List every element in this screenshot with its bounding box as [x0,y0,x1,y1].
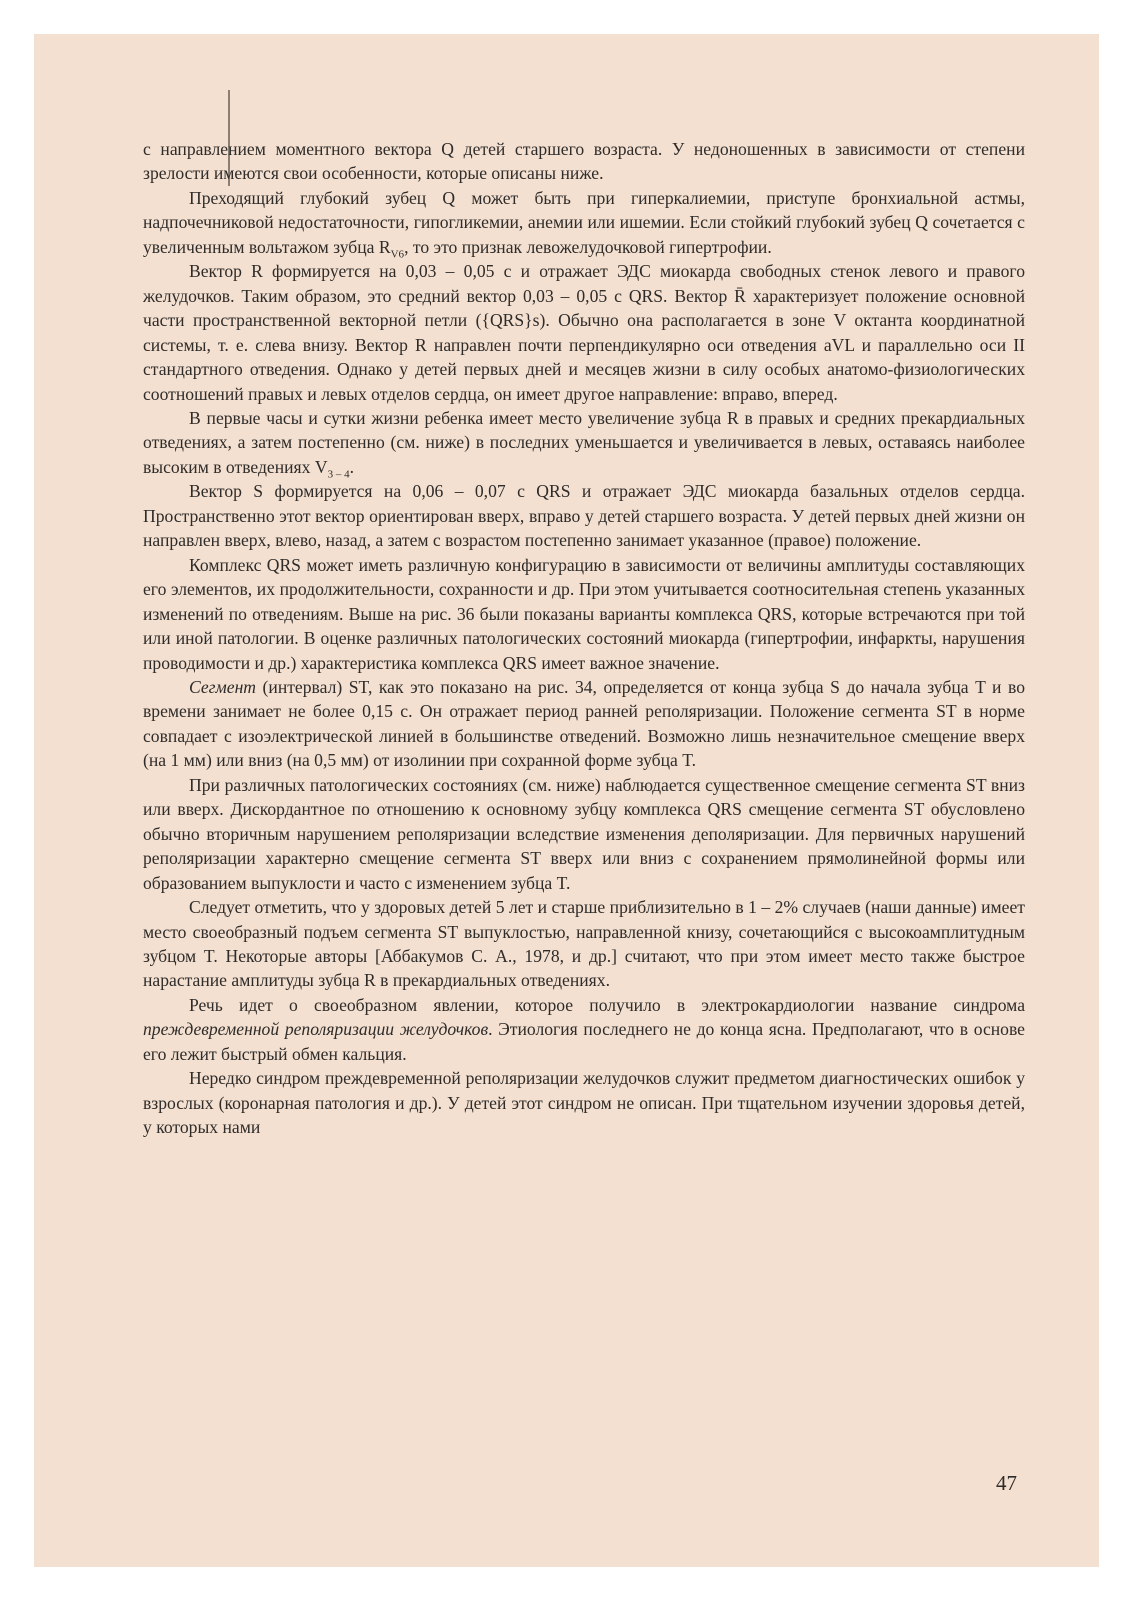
paragraph-9: Следует отметить, что у здоровых детей 5 лет и старше приблизительно в 1 – 2% случаев (наши данные) имеет место своеобразный подъем сегмента ST выпуклостью, направленной книзу, сочетающийся с высокоамплитудным зубцом T. Некоторые авторы [Аббакумов С. А., 1978, и др.] считают, что при этом имеет место также быстрое нарастание амплитуды зубца R в прекардиальных отведениях. [143,897,1025,991]
italic-term: преждевременной реполяризации желудочков [143,1019,489,1040]
italic-term: Сегмент [189,676,256,697]
paragraph-10: Речь идет о своеобразном явлении, которое получило в электрокардиологии название синдрома преждевременной реполяризации желудочков. Этиология последнего не до конца ясна. Предполагают, что в основе его лежит быстрый обмен кальция. [143,994,1025,1064]
subscript: 3 – 4 [327,468,350,481]
page-number: 47 [996,1471,1017,1495]
subscript: V6 [390,248,405,261]
body-text [143,137,1025,1140]
paragraph-11: Нередко синдром преждевременной реполяризации желудочков служит предметом диагностических ошибок у взрослых (коронарная патология и др.). У детей этот синдром не описан. При тщательном изучении здоровья детей, у которых нами [143,1068,1025,1138]
paragraph-7: Сегмент (интервал) ST, как это показано на рис. 34, определяется от конца зубца S до начала зубца T и во времени занимает не более 0,15 с. Он отражает период ранней реполяризации. Положение сегмента ST в норме совпадает с изоэлектрической линией в большинстве отведений. Возможно лишь незначительное смещение вверх (на 1 мм) или вниз (на 0,5 мм) от изолинии при сохранной форме зубца T. [143,676,1025,771]
book-page [34,34,1099,1567]
paragraph-2: Преходящий глубокий зубец Q может быть при гиперкалиемии, приступе бронхиальной астмы, надпочечниковой недостаточности, гипогликемии, анемии или ишемии. Если стойкий глубокий зубец Q сочетается с увеличенным вольтажом зубца $R_{V6}$, то это признак левожелудочковой гипертрофии. [143,187,1025,261]
paragraph-3: Вектор R формируется на 0,03 – 0,05 с и отражает ЭДС миокарда свободных стенок левого и правого желудочков. Таким образом, это средний вектор 0,03 – 0,05 с QRS. Вектор R̄ характеризует положение основной части пространственной векторной петли ({QRS}s). Обычно она располагается в зоне V октанта координатной системы, т. е. слева внизу. Вектор R направлен почти перпендикулярно оси отведения aVL и параллельно оси II стандартного отведения. Однако у детей первых дней и месяцев жизни в силу особых анатомо-физиологических соотношений правых и левых отделов сердца, он имеет другое направление: вправо, вперед. [143,261,1025,404]
paragraph-4: В первые часы и сутки жизни ребенка имеет место увеличение зубца R в правых и средних прекардиальных отведениях, а затем постепенно (см. ниже) в последних уменьшается и увеличивается в левых, оставаясь наиболее высоким в отведениях $V_{3 - 4}$. [143,407,1025,481]
paragraph-6: Комплекс QRS может иметь различную конфигурацию в зависимости от величины амплитуды составляющих его элементов, их продолжительности, сохранности и др. При этом учитывается соотносительная степень указанных изменений по отведениям. Выше на рис. 36 были показаны варианты комплекса QRS, которые встречаются при той или иной патологии. В оценке различных патологических состояний миокарда (гипертрофии, инфаркты, нарушения проводимости и др.) характеристика комплекса QRS имеет важное значение. [143,554,1025,673]
paragraph-1: с направлением моментного вектора Q детей старшего возраста. У недоношенных в зависимости от степени зрелости имеются свои особенности, которые описаны ниже. [143,139,1025,184]
paragraph-8: При различных патологических состояниях (см. ниже) наблюдается существенное смещение сегмента ST вниз или вверх. Дискордантное по отношению к основному зубцу комплекса QRS смещение сегмента ST обусловлено обычно вторичным нарушением реполяризации вследствие изменения деполяризации. Для первичных нарушений реполяризации характерно смещение сегмента ST вверх или вниз с сохранением прямолинейной формы или образованием выпуклости и часто с изменением зубца T. [143,774,1025,893]
paragraph-5: Вектор S формируется на 0,06 – 0,07 с QRS и отражает ЭДС миокарда базальных отделов сердца. Пространственно этот вектор ориентирован вверх, вправо у детей старшего возраста. У детей первых дней жизни он направлен вверх, влево, назад, а затем с возрастом постепенно занимает указанное (правое) положение. [143,481,1025,551]
